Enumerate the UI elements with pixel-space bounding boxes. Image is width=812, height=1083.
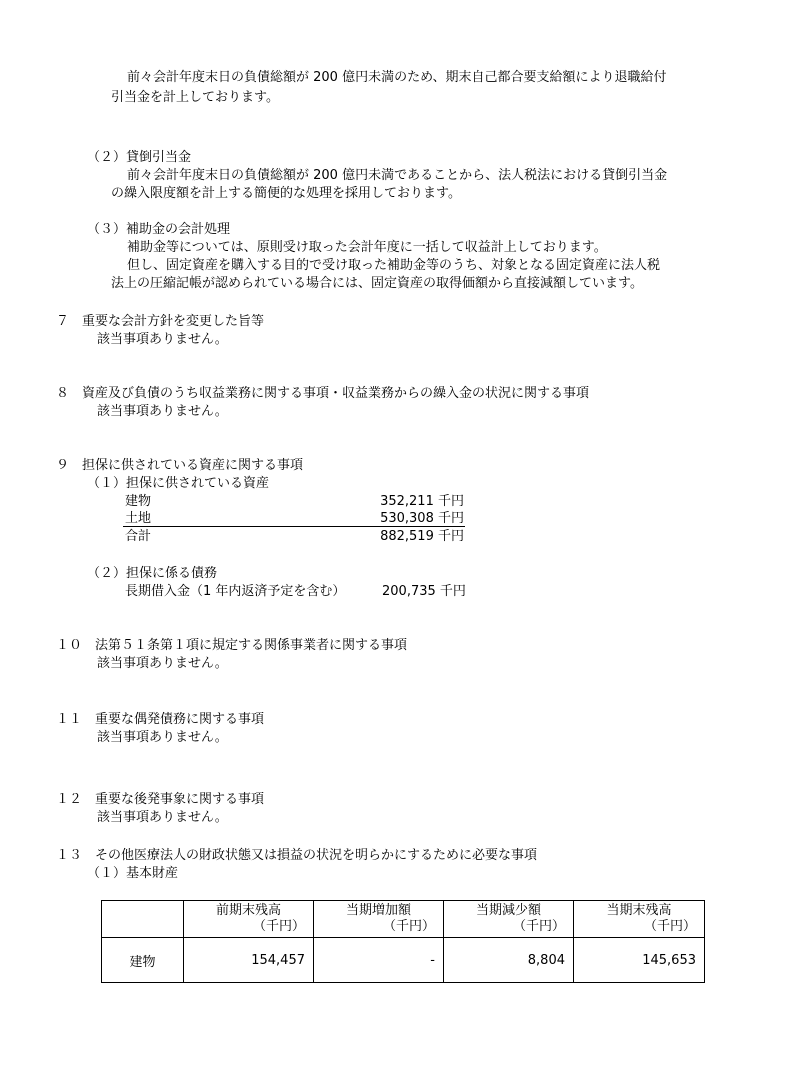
table-cell: 8,804 — [444, 938, 574, 983]
table-header-row — [102, 901, 705, 938]
subsection-heading: （２）担保に係る債務 — [87, 566, 218, 581]
subsection-heading: （１）担保に供されている資産 — [87, 476, 270, 491]
asset-label: 土地 — [125, 511, 152, 526]
section-heading: ９ 担保に供されている資産に関する事項 — [56, 458, 304, 473]
paragraph-line: 補助金等については、原則受け取った会計年度に一括して収益計上しております。 — [127, 240, 607, 255]
asset-label: 建物 — [125, 494, 152, 509]
column-header: 当期減少額 （千円） — [444, 901, 574, 938]
section-body: 該当事項ありません。 — [97, 810, 228, 825]
subsection-heading: （２）貸倒引当金 — [87, 150, 192, 165]
debt-value: 200,735 千円 — [382, 584, 466, 599]
paragraph-line: 前々会計年度末日の負債総額が 200 億円未満のため、期末自己都合要支給額により退職給付 — [127, 70, 667, 85]
section-body: 該当事項ありません。 — [97, 730, 228, 745]
asset-label: 合計 — [125, 529, 152, 544]
asset-value: 352,211 千円 — [380, 494, 464, 509]
section-body: 該当事項ありません。 — [97, 332, 228, 347]
section-body: 該当事項ありません。 — [97, 404, 228, 419]
paragraph-line: の繰入限度額を計上する簡便的な処理を採用しております。 — [111, 186, 461, 201]
paragraph-line: 法上の圧縮記帳が認められている場合には、固定資産の取得価額から直接減額しています。 — [111, 276, 643, 291]
section-heading: １２ 重要な後発事象に関する事項 — [56, 792, 265, 807]
table-cell: 145,653 — [574, 938, 705, 983]
paragraph-line: 前々会計年度末日の負債総額が 200 億円未満であることから、法人税法における貸倒引当金 — [127, 168, 668, 183]
total-underline — [123, 526, 465, 527]
table-row — [102, 938, 705, 983]
section-heading: １０ 法第５１条第１項に規定する関係事業者に関する事項 — [56, 638, 408, 653]
subsection-heading: （１）基本財産 — [87, 866, 179, 881]
debt-label: 長期借入金（1 年内返済予定を含む） — [125, 584, 346, 599]
column-header: 当期末残高 （千円） — [574, 901, 705, 938]
section-body: 該当事項ありません。 — [97, 656, 228, 671]
table-corner-cell — [102, 901, 184, 938]
paragraph-line: 但し、固定資産を購入する目的で受け取った補助金等のうち、対象となる固定資産に法人税 — [127, 258, 661, 273]
basic-assets-table — [101, 900, 705, 983]
column-header: 当期増加額 （千円） — [314, 901, 444, 938]
section-heading: １３ その他医療法人の財政状態又は損益の状況を明らかにするために必要な事項 — [56, 848, 538, 863]
table-cell: 154,457 — [184, 938, 314, 983]
section-heading: ７ 重要な会計方針を変更した旨等 — [56, 314, 265, 329]
column-header: 前期末残高 （千円） — [184, 901, 314, 938]
section-heading: ８ 資産及び負債のうち収益業務に関する事項・収益業務からの繰入金の状況に関する事項 — [56, 386, 590, 401]
subsection-heading: （３）補助金の会計処理 — [87, 222, 231, 237]
row-header: 建物 — [102, 938, 184, 983]
section-heading: １１ 重要な偶発債務に関する事項 — [56, 712, 265, 727]
asset-value: 530,308 千円 — [380, 511, 464, 526]
asset-value: 882,519 千円 — [380, 529, 464, 544]
table-cell: - — [314, 938, 444, 983]
paragraph-line: 引当金を計上しております。 — [111, 90, 279, 105]
